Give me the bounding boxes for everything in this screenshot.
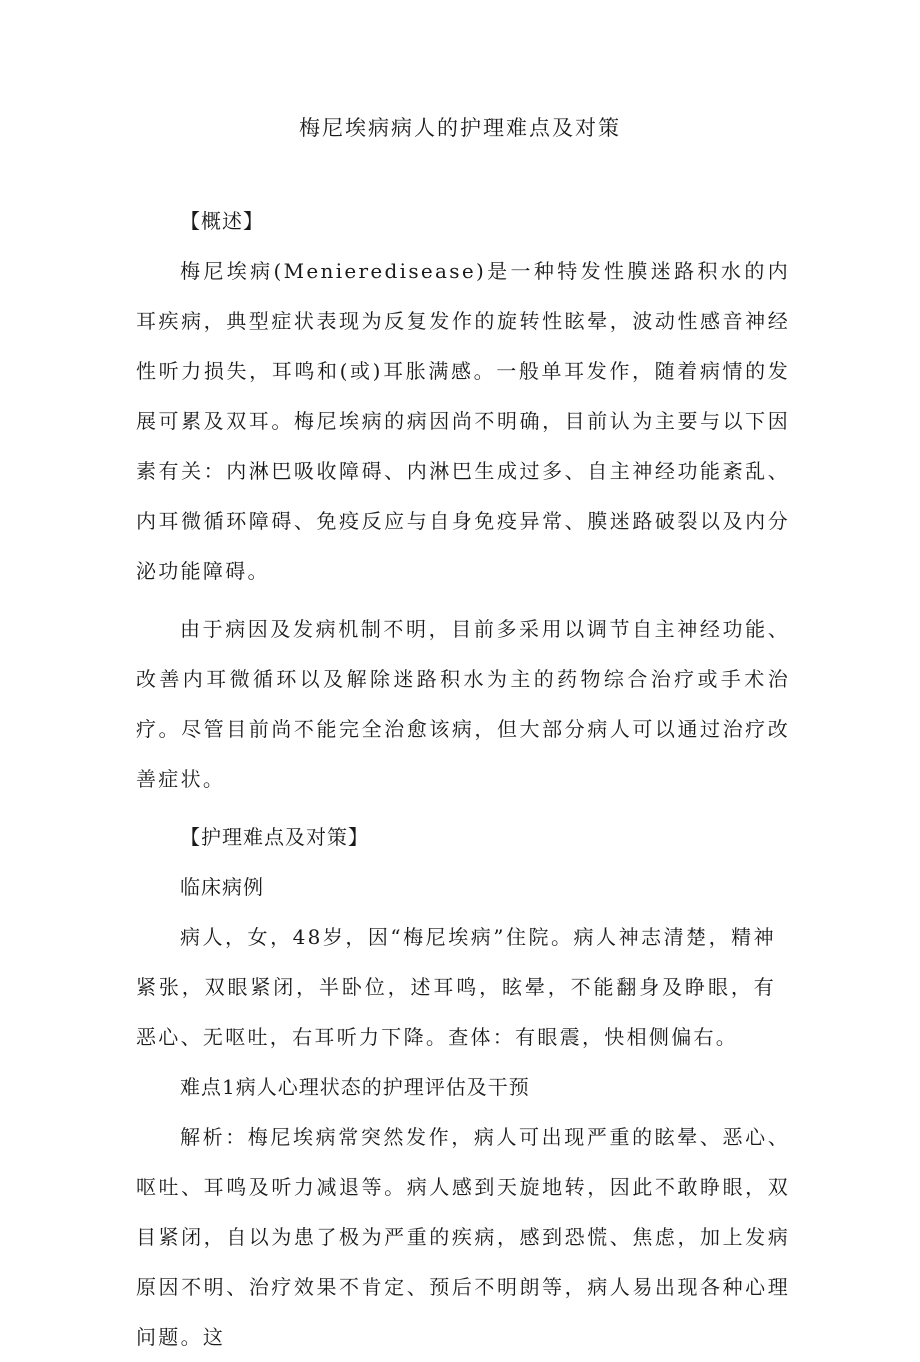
document-title: 梅尼埃病病人的护理难点及对策 bbox=[299, 116, 621, 140]
difficulty-1-heading: 难点1病人心理状态的护理评估及干预 bbox=[180, 1075, 530, 1099]
overview-paragraph-2: 由于病因及发病机制不明，目前多采用以调节自主神经功能、改善内耳微循环以及解除迷路积水为主的药物综合治疗或手术治疗。尽管目前尚不能完全治愈该病，但大部分病人可以通过治疗改善症状。 bbox=[136, 617, 790, 791]
overview-heading: 【概述】 bbox=[180, 209, 264, 233]
case-paragraph: 病人，女，48岁，因“梅尼埃病”住院。病人神志清楚，精神紧张，双眼紧闭，半卧位，述耳鸣，眩晕，不能翻身及睁眼，有恶心、无呕吐，右耳听力下降。查体：有眼震，快相侧偏右。 bbox=[136, 925, 776, 1049]
nursing-heading: 【护理难点及对策】 bbox=[180, 825, 369, 849]
analysis-paragraph: 解析：梅尼埃病常突然发作，病人可出现严重的眩晕、恶心、呕吐、耳鸣及听力减退等。病人感到天旋地转，因此不敢睁眼，双目紧闭，自以为患了极为严重的疾病，感到恐慌、焦虑，加上发病原因不明、治疗效果不肯定、预后不明朗等，病人易出现各种心理问题。这 bbox=[136, 1125, 790, 1349]
case-heading: 临床病例 bbox=[180, 875, 264, 899]
overview-paragraph-1: 梅尼埃病(Menieredisease)是一种特发性膜迷路积水的内耳疾病，典型症状表现为反复发作的旋转性眩晕，波动性感音神经性听力损失，耳鸣和(或)耳胀满感。一般单耳发作，随着病情的发展可累及双耳。梅尼埃病的病因尚不明确，目前认为主要与以下因素有关：内淋巴吸收障碍、内淋巴生成过多、自主神经功能紊乱、内耳微循环障碍、免疫反应与自身免疫异常、膜迷路破裂以及内分泌功能障碍。 bbox=[136, 259, 790, 583]
document-body bbox=[136, 196, 790, 1362]
